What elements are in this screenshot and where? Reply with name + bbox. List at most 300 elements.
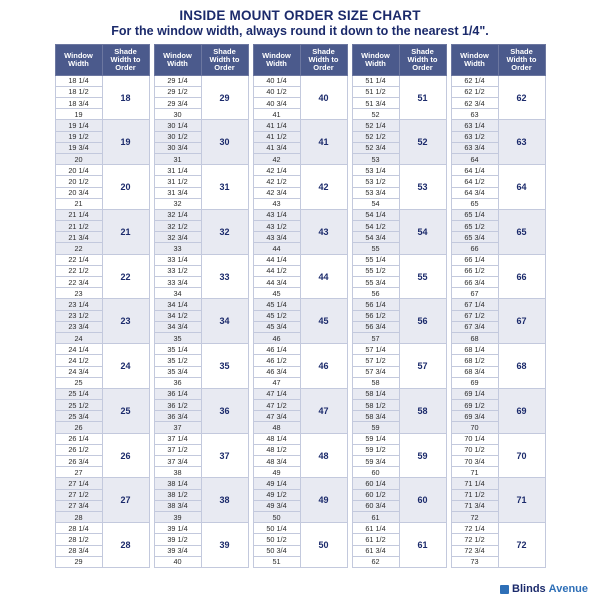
order-width-cell: 42 [300,165,347,210]
window-width-cell: 26 1/2 [55,444,102,455]
window-width-cell: 19 1/4 [55,120,102,131]
window-width-cell: 69 [451,377,498,388]
window-width-cell: 22 3/4 [55,277,102,288]
window-width-cell: 65 3/4 [451,232,498,243]
window-width-cell: 32 [154,198,201,209]
order-width-cell: 29 [201,75,248,120]
window-width-cell: 49 1/2 [253,489,300,500]
order-width-cell: 50 [300,523,347,568]
window-width-cell: 67 [451,288,498,299]
window-width-cell: 32 3/4 [154,232,201,243]
table-row [253,388,347,399]
window-width-cell: 44 [253,243,300,254]
window-width-header: Window Width [253,45,300,76]
table-row [154,299,248,310]
window-width-cell: 59 1/4 [352,433,399,444]
page-subtitle: For the window width, always round it down to the nearest 1/4". [111,24,489,38]
order-width-cell: 47 [300,388,347,433]
shade-width-header: Shade Width to Order [498,45,545,76]
size-chart-table [154,44,249,568]
window-width-cell: 30 1/2 [154,131,201,142]
window-width-header: Window Width [55,45,102,76]
order-width-cell: 65 [498,209,545,254]
window-width-cell: 34 1/2 [154,310,201,321]
table-row [154,344,248,355]
table-row [451,299,545,310]
window-width-cell: 48 3/4 [253,456,300,467]
order-width-cell: 41 [300,120,347,165]
table-row [55,299,149,310]
window-width-cell: 54 1/2 [352,221,399,232]
window-width-cell: 57 1/2 [352,355,399,366]
window-width-cell: 24 3/4 [55,366,102,377]
window-width-cell: 38 1/2 [154,489,201,500]
order-width-cell: 46 [300,344,347,389]
window-width-cell: 25 3/4 [55,411,102,422]
order-width-cell: 43 [300,209,347,254]
window-width-cell: 48 1/2 [253,444,300,455]
table-row [352,299,446,310]
window-width-cell: 36 1/2 [154,400,201,411]
window-width-cell: 70 [451,422,498,433]
order-width-cell: 40 [300,75,347,120]
window-width-cell: 23 [55,288,102,299]
table-row [154,523,248,534]
window-width-cell: 43 [253,198,300,209]
window-width-cell: 38 [154,467,201,478]
table-row [154,388,248,399]
window-width-cell: 45 [253,288,300,299]
window-width-cell: 51 [253,556,300,567]
window-width-cell: 64 1/2 [451,176,498,187]
window-width-cell: 39 3/4 [154,545,201,556]
window-width-cell: 60 [352,467,399,478]
window-width-cell: 39 [154,511,201,522]
window-width-cell: 20 3/4 [55,187,102,198]
window-width-cell: 68 1/2 [451,355,498,366]
window-width-cell: 52 [352,109,399,120]
order-width-cell: 21 [102,209,149,254]
brand-name-part1: Blinds [512,583,546,595]
table-row [253,75,347,86]
window-width-cell: 58 1/4 [352,388,399,399]
window-width-cell: 54 1/4 [352,209,399,220]
window-width-cell: 18 1/2 [55,86,102,97]
window-width-cell: 29 1/2 [154,86,201,97]
table-row [154,478,248,489]
window-width-cell: 71 3/4 [451,500,498,511]
window-width-cell: 18 1/4 [55,75,102,86]
order-width-cell: 62 [498,75,545,120]
order-width-cell: 19 [102,120,149,165]
window-width-cell: 50 1/2 [253,534,300,545]
table-header-row [352,45,446,76]
window-width-cell: 33 3/4 [154,277,201,288]
window-width-cell: 26 3/4 [55,456,102,467]
table-row [253,165,347,176]
table-row [451,165,545,176]
window-width-cell: 35 1/2 [154,355,201,366]
window-width-cell: 41 3/4 [253,142,300,153]
table-row [55,388,149,399]
window-width-cell: 21 [55,198,102,209]
order-width-cell: 54 [399,209,446,254]
window-width-cell: 44 1/2 [253,265,300,276]
table-row [55,523,149,534]
window-width-cell: 51 1/4 [352,75,399,86]
order-width-cell: 22 [102,254,149,299]
order-width-cell: 48 [300,433,347,478]
window-width-cell: 68 3/4 [451,366,498,377]
window-width-header: Window Width [352,45,399,76]
window-width-cell: 67 1/4 [451,299,498,310]
order-width-cell: 35 [201,344,248,389]
window-width-cell: 23 1/4 [55,299,102,310]
window-width-cell: 23 1/2 [55,310,102,321]
table-row [352,120,446,131]
window-width-cell: 22 [55,243,102,254]
size-chart-table [451,44,546,568]
window-width-cell: 69 1/4 [451,388,498,399]
table-row [55,254,149,265]
window-width-cell: 58 1/2 [352,400,399,411]
window-width-cell: 22 1/2 [55,265,102,276]
table-row [352,478,446,489]
window-width-cell: 31 1/4 [154,165,201,176]
window-width-cell: 32 1/2 [154,221,201,232]
table-row [253,433,347,444]
table-row [154,120,248,131]
window-width-cell: 46 [253,332,300,343]
window-width-cell: 34 [154,288,201,299]
table-row [352,254,446,265]
window-width-cell: 64 [451,153,498,164]
shade-width-header: Shade Width to Order [102,45,149,76]
window-width-cell: 67 1/2 [451,310,498,321]
order-width-cell: 64 [498,165,545,210]
window-width-cell: 21 3/4 [55,232,102,243]
window-width-cell: 30 1/4 [154,120,201,131]
window-width-cell: 62 3/4 [451,98,498,109]
window-width-cell: 62 1/4 [451,75,498,86]
size-chart-table [352,44,447,568]
order-width-cell: 33 [201,254,248,299]
order-width-cell: 27 [102,478,149,523]
table-row [55,478,149,489]
window-width-cell: 70 1/2 [451,444,498,455]
window-width-cell: 51 1/2 [352,86,399,97]
window-width-header: Window Width [451,45,498,76]
table-header-row [154,45,248,76]
window-width-cell: 53 1/4 [352,165,399,176]
window-width-cell: 55 [352,243,399,254]
table-row [55,120,149,131]
window-width-cell: 19 3/4 [55,142,102,153]
window-width-cell: 62 [352,556,399,567]
window-width-cell: 50 [253,511,300,522]
window-width-cell: 50 3/4 [253,545,300,556]
order-width-cell: 37 [201,433,248,478]
window-width-cell: 49 1/4 [253,478,300,489]
size-chart-table [253,44,348,568]
table-row [352,388,446,399]
window-width-cell: 38 3/4 [154,500,201,511]
window-width-cell: 61 1/4 [352,523,399,534]
window-width-cell: 37 [154,422,201,433]
window-width-cell: 28 [55,511,102,522]
table-row [451,254,545,265]
window-width-cell: 60 3/4 [352,500,399,511]
window-width-cell: 21 1/2 [55,221,102,232]
window-width-cell: 25 1/4 [55,388,102,399]
table-row [55,344,149,355]
window-width-cell: 72 1/4 [451,523,498,534]
window-width-cell: 51 3/4 [352,98,399,109]
order-width-cell: 58 [399,388,446,433]
order-width-cell: 49 [300,478,347,523]
window-width-cell: 59 [352,422,399,433]
table-row [253,478,347,489]
window-width-cell: 42 3/4 [253,187,300,198]
table-row [55,209,149,220]
order-width-cell: 36 [201,388,248,433]
window-width-cell: 37 1/2 [154,444,201,455]
window-width-cell: 23 3/4 [55,321,102,332]
window-width-cell: 43 1/4 [253,209,300,220]
window-width-cell: 59 3/4 [352,456,399,467]
window-width-cell: 40 1/2 [253,86,300,97]
order-width-cell: 57 [399,344,446,389]
window-width-cell: 53 [352,153,399,164]
window-width-cell: 66 1/4 [451,254,498,265]
table-row [451,120,545,131]
table-row [352,165,446,176]
window-width-cell: 48 [253,422,300,433]
window-width-cell: 29 1/4 [154,75,201,86]
order-width-cell: 52 [399,120,446,165]
window-width-cell: 20 1/4 [55,165,102,176]
window-width-cell: 56 3/4 [352,321,399,332]
window-width-cell: 52 3/4 [352,142,399,153]
window-width-cell: 27 1/2 [55,489,102,500]
window-width-cell: 71 1/2 [451,489,498,500]
window-width-cell: 32 1/4 [154,209,201,220]
window-width-cell: 55 3/4 [352,277,399,288]
window-width-cell: 67 3/4 [451,321,498,332]
window-width-cell: 21 1/4 [55,209,102,220]
order-width-cell: 38 [201,478,248,523]
window-width-cell: 61 [352,511,399,522]
order-width-cell: 55 [399,254,446,299]
order-width-cell: 70 [498,433,545,478]
window-width-cell: 49 3/4 [253,500,300,511]
window-width-cell: 31 [154,153,201,164]
order-width-cell: 66 [498,254,545,299]
table-row [451,523,545,534]
window-width-cell: 45 1/2 [253,310,300,321]
window-width-cell: 55 1/2 [352,265,399,276]
window-width-cell: 72 [451,511,498,522]
window-width-cell: 47 [253,377,300,388]
order-width-cell: 69 [498,388,545,433]
order-width-cell: 51 [399,75,446,120]
table-row [253,523,347,534]
window-width-cell: 56 1/4 [352,299,399,310]
window-width-cell: 41 [253,109,300,120]
window-width-cell: 20 [55,153,102,164]
window-width-cell: 35 3/4 [154,366,201,377]
window-width-cell: 49 [253,467,300,478]
window-width-cell: 53 1/2 [352,176,399,187]
brand-logo [500,583,588,595]
window-width-cell: 39 1/2 [154,534,201,545]
window-width-cell: 24 1/4 [55,344,102,355]
window-width-cell: 68 1/4 [451,344,498,355]
window-width-cell: 53 3/4 [352,187,399,198]
window-width-cell: 18 3/4 [55,98,102,109]
window-width-cell: 57 1/4 [352,344,399,355]
table-row [352,344,446,355]
window-width-cell: 42 1/2 [253,176,300,187]
window-width-cell: 73 [451,556,498,567]
window-width-cell: 71 [451,467,498,478]
table-row [253,209,347,220]
window-width-cell: 63 1/4 [451,120,498,131]
window-width-cell: 65 1/2 [451,221,498,232]
window-width-cell: 27 3/4 [55,500,102,511]
order-width-cell: 63 [498,120,545,165]
window-width-cell: 55 1/4 [352,254,399,265]
window-width-cell: 72 1/2 [451,534,498,545]
window-width-cell: 24 [55,332,102,343]
page-title: INSIDE MOUNT ORDER SIZE CHART [179,8,421,23]
logo-mark-icon [500,585,509,594]
table-row [253,120,347,131]
window-width-cell: 66 1/2 [451,265,498,276]
window-width-cell: 60 1/4 [352,478,399,489]
order-width-cell: 24 [102,344,149,389]
window-width-cell: 36 1/4 [154,388,201,399]
window-width-cell: 31 3/4 [154,187,201,198]
window-width-cell: 46 3/4 [253,366,300,377]
window-width-cell: 40 1/4 [253,75,300,86]
window-width-cell: 28 1/2 [55,534,102,545]
window-width-cell: 70 1/4 [451,433,498,444]
window-width-cell: 29 3/4 [154,98,201,109]
window-width-cell: 30 3/4 [154,142,201,153]
window-width-cell: 33 1/2 [154,265,201,276]
window-width-cell: 30 [154,109,201,120]
order-width-cell: 59 [399,433,446,478]
window-width-cell: 19 1/2 [55,131,102,142]
window-width-cell: 33 [154,243,201,254]
window-width-cell: 47 1/4 [253,388,300,399]
brand-name-part2: Avenue [548,583,588,595]
window-width-cell: 64 3/4 [451,187,498,198]
window-width-cell: 52 1/4 [352,120,399,131]
order-width-cell: 30 [201,120,248,165]
table-row [451,478,545,489]
table-row [352,523,446,534]
order-width-cell: 56 [399,299,446,344]
window-width-cell: 71 1/4 [451,478,498,489]
order-width-cell: 67 [498,299,545,344]
order-width-cell: 72 [498,523,545,568]
window-width-cell: 70 3/4 [451,456,498,467]
window-width-cell: 65 1/4 [451,209,498,220]
table-row [55,165,149,176]
window-width-cell: 61 1/2 [352,534,399,545]
window-width-cell: 19 [55,109,102,120]
table-row [352,209,446,220]
order-width-cell: 28 [102,523,149,568]
window-width-cell: 68 [451,332,498,343]
window-width-cell: 35 1/4 [154,344,201,355]
table-row [451,75,545,86]
table-row [154,165,248,176]
table-row [253,254,347,265]
order-width-cell: 44 [300,254,347,299]
window-width-cell: 54 [352,198,399,209]
window-width-cell: 39 1/4 [154,523,201,534]
order-width-cell: 68 [498,344,545,389]
window-width-cell: 28 3/4 [55,545,102,556]
table-header-row [451,45,545,76]
order-width-cell: 39 [201,523,248,568]
window-width-cell: 56 [352,288,399,299]
table-header-row [253,45,347,76]
order-width-cell: 31 [201,165,248,210]
window-width-cell: 50 1/4 [253,523,300,534]
window-width-cell: 61 3/4 [352,545,399,556]
shade-width-header: Shade Width to Order [300,45,347,76]
shade-width-header: Shade Width to Order [399,45,446,76]
window-width-cell: 40 [154,556,201,567]
window-width-cell: 43 3/4 [253,232,300,243]
window-width-cell: 45 1/4 [253,299,300,310]
window-width-cell: 58 [352,377,399,388]
window-width-cell: 34 3/4 [154,321,201,332]
window-width-cell: 24 1/2 [55,355,102,366]
window-width-cell: 69 1/2 [451,400,498,411]
window-width-cell: 36 [154,377,201,388]
table-row [154,254,248,265]
window-width-cell: 41 1/2 [253,131,300,142]
chart-grid [8,44,592,568]
window-width-cell: 43 1/2 [253,221,300,232]
order-width-cell: 18 [102,75,149,120]
order-width-cell: 61 [399,523,446,568]
table-header-row [55,45,149,76]
window-width-cell: 54 3/4 [352,232,399,243]
window-width-cell: 34 1/4 [154,299,201,310]
window-width-cell: 52 1/2 [352,131,399,142]
window-width-cell: 28 1/4 [55,523,102,534]
table-row [154,433,248,444]
table-row [55,433,149,444]
window-width-cell: 56 1/2 [352,310,399,321]
window-width-cell: 33 1/4 [154,254,201,265]
window-width-cell: 65 [451,198,498,209]
window-width-cell: 38 1/4 [154,478,201,489]
window-width-cell: 26 [55,422,102,433]
window-width-cell: 63 1/2 [451,131,498,142]
order-width-cell: 53 [399,165,446,210]
window-width-cell: 66 3/4 [451,277,498,288]
window-width-cell: 36 3/4 [154,411,201,422]
order-width-cell: 32 [201,209,248,254]
window-width-cell: 64 1/4 [451,165,498,176]
